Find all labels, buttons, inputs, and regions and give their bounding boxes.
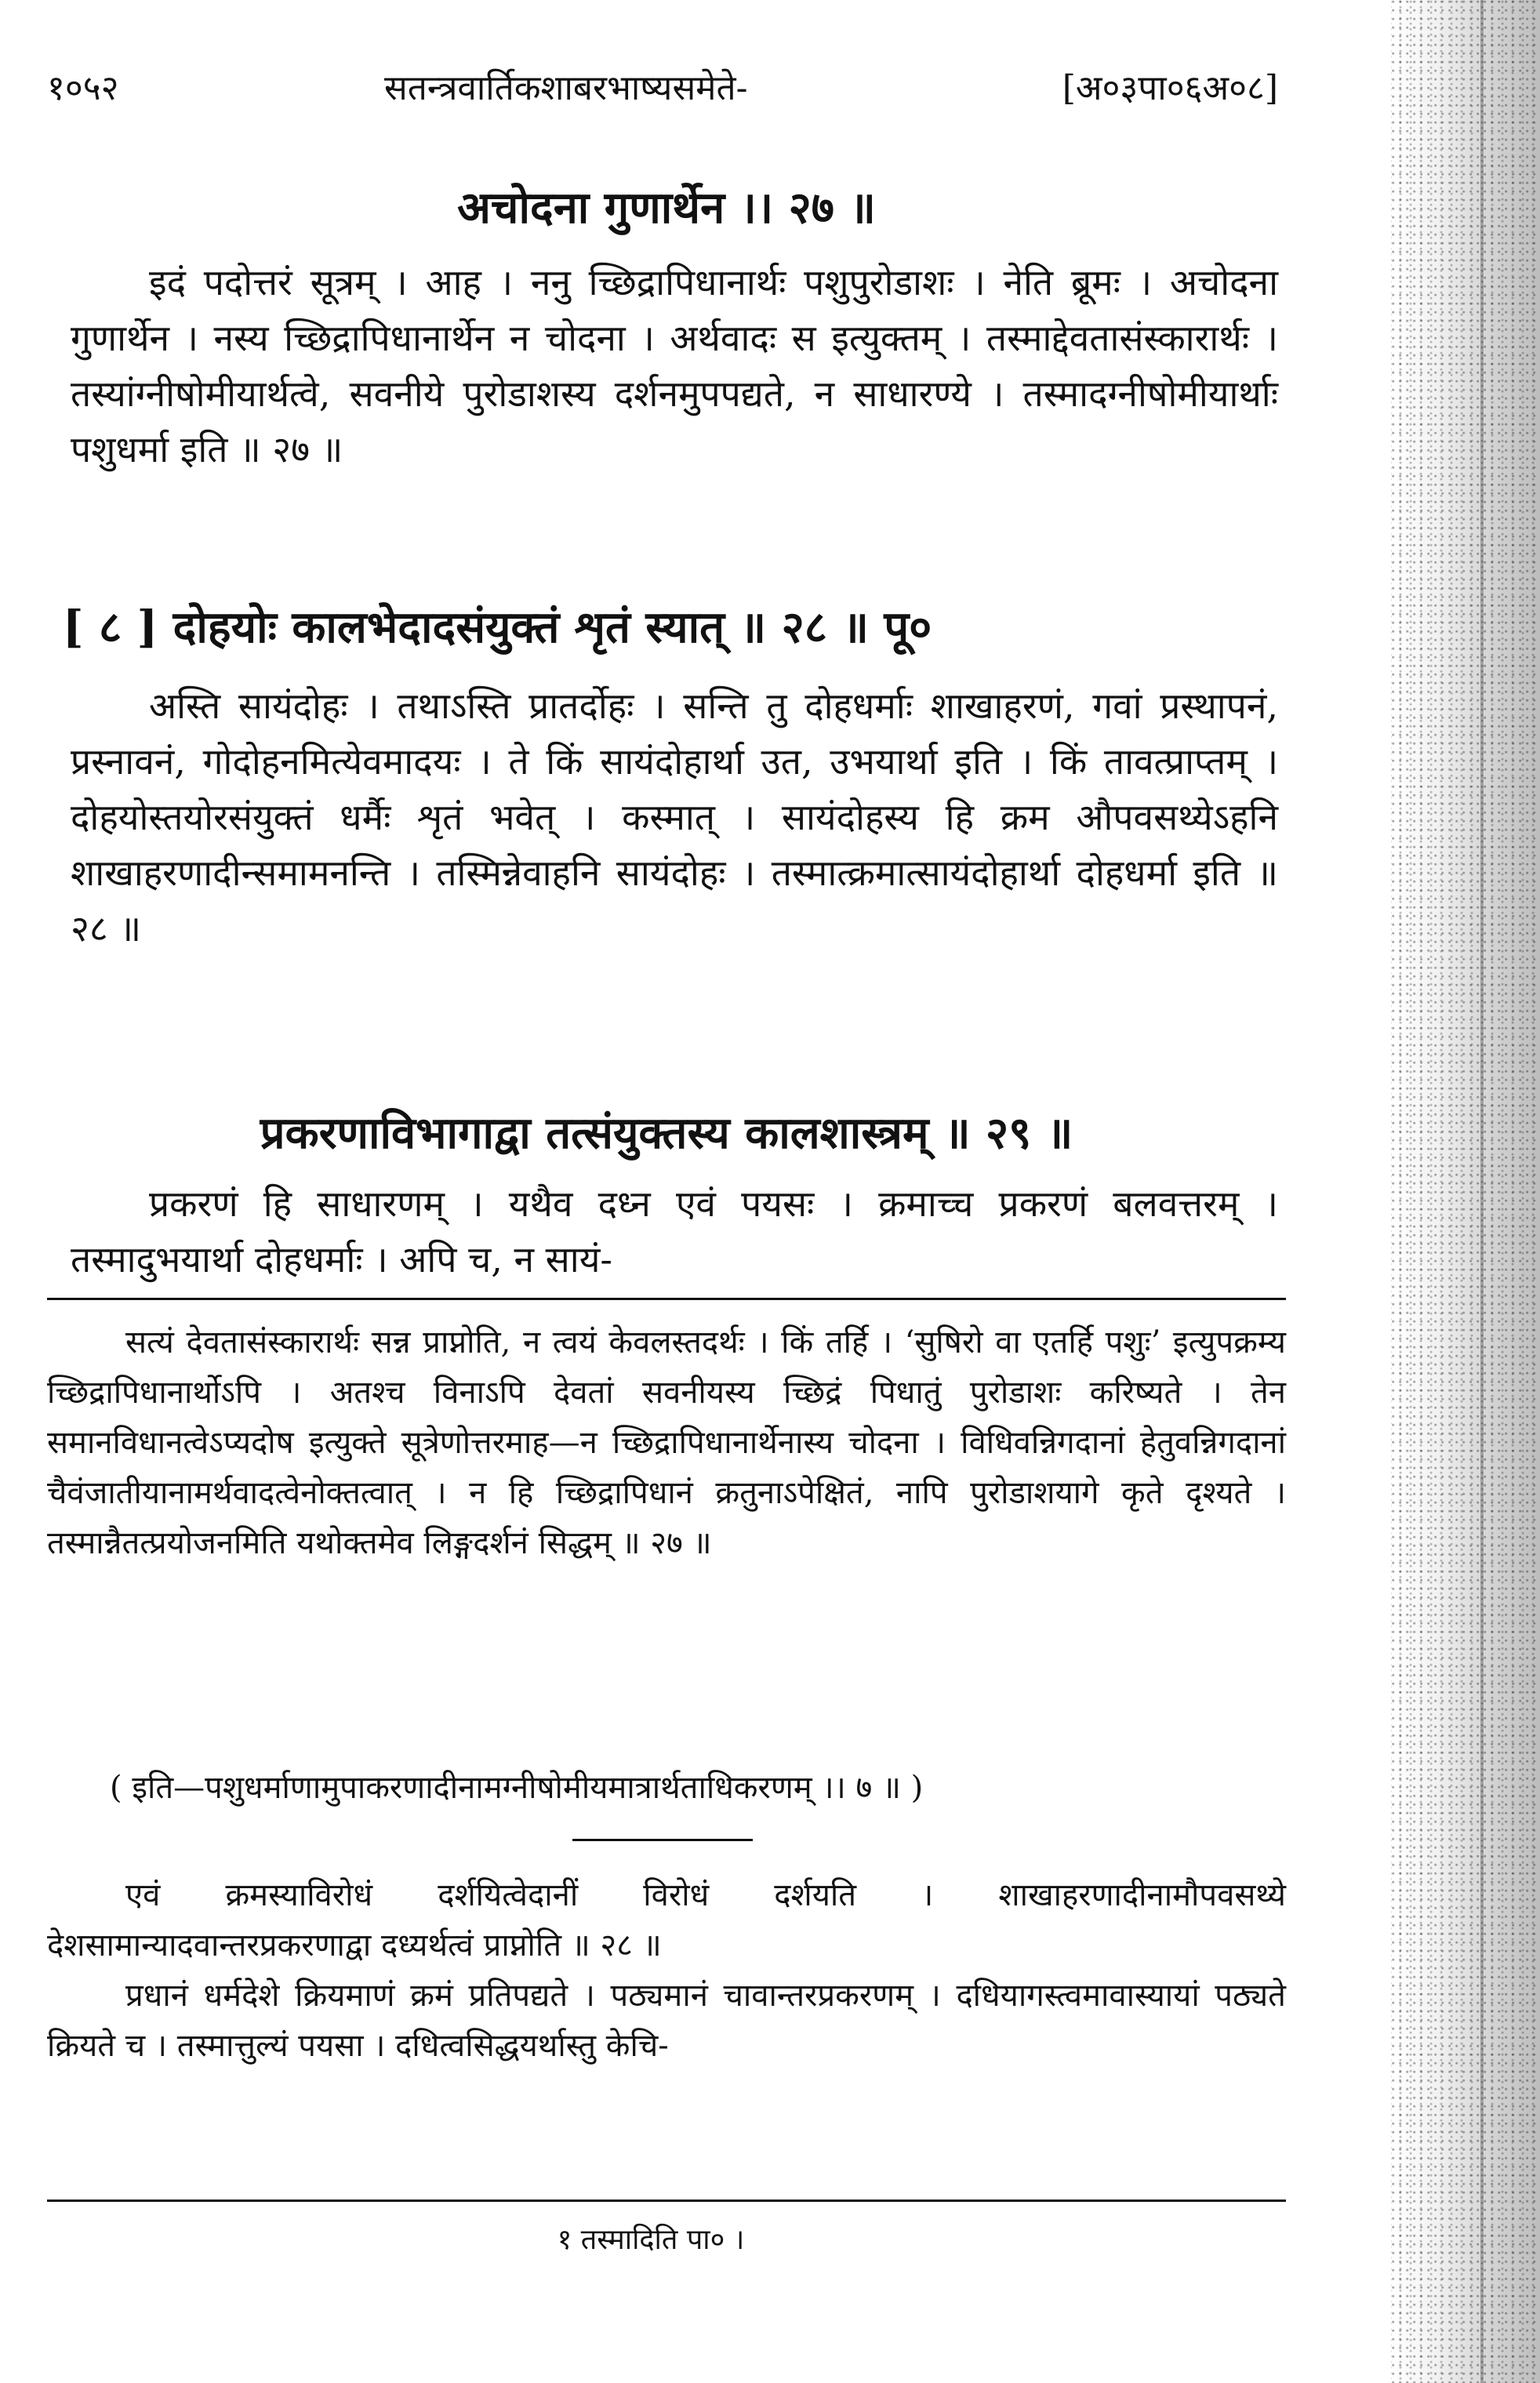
bhashya-27 bbox=[71, 255, 1278, 478]
sutra-27-heading: अचोदना गुणार्थेन ।। २७ ॥ bbox=[457, 182, 876, 234]
bhashya-28-text: अस्ति सायंदोहः । तथाऽस्ति प्रातर्दोहः । सन्ति तु दोहधर्माः शाखाहरणं, गवां प्रस्थापनं, प्रस्नावनं, गोदोहनमित्येवमादयः । ते किं सायंदोहार्था उत, उभयार्था इति । किं तावत्प्राप्तम् । दोहयोस्तयोरसंयुक्तं धर्मैः शृतं भवेत् । कस्मात् । सायंदोहस्य हि क्रम औपवसथ्येऽहनि शाखाहरणादीन्समामनन्ति । तस्मिन्नेवाहनि सायंदोहः । तस्मात्क्रमात्सायंदोहार्था दोहधर्मा इति ॥ २८ ॥ bbox=[71, 685, 1278, 950]
sutra-28-heading bbox=[63, 596, 1286, 656]
tantravartika-27 bbox=[47, 1317, 1286, 1568]
tantravartika-28b-text: प्रधानं धर्मदेशे क्रियमाणं क्रमं प्रतिपद्यते । पठ्यमानं चावान्तरप्रकरणम् । दधियागस्त्वमावास्यायां पठ्यते क्रियते च । तस्मात्तुल्यं पयसा । दधित्वसिद्धयर्थास्तु केचि- bbox=[47, 1978, 1286, 2064]
commentary-separator-rule bbox=[47, 1298, 1286, 1300]
page-number: १०५२ bbox=[47, 68, 119, 108]
adhikarana-number: [ ८ ] bbox=[63, 601, 158, 653]
sutra-28-text: दोहयोः कालभेदादसंयुक्तं शृतं स्यात् ॥ २८ ॥ पू० bbox=[173, 601, 932, 653]
adhikarana-closing: ( इति—पशुधर्माणामुपाकरणादीनामग्नीषोमीयमात्रार्थताधिकरणम् ।। ७ ॥ ) bbox=[110, 1770, 924, 1806]
sutra-29-heading: प्रकरणाविभागाद्वा तत्संयुक्तस्य कालशास्त्रम् ॥ २९ ॥ bbox=[260, 1107, 1073, 1159]
bhashya-29 bbox=[71, 1176, 1278, 1288]
scanned-page-edge bbox=[1391, 0, 1540, 2383]
bhashya-29-text: प्रकरणं हि साधारणम् । यथैव दध्न एवं पयसः । क्रमाच्च प्रकरणं बलवत्तरम् । तस्मादुभयार्था दोहधर्माः । अपि च, न सायं- bbox=[71, 1182, 1278, 1280]
short-rule bbox=[572, 1839, 753, 1841]
running-title: सतन्त्रवार्तिकशाबरभाष्यसमेते- bbox=[384, 68, 748, 108]
section-reference: [अ०३पा०६अ०८] bbox=[1062, 68, 1278, 108]
page-edge-line bbox=[1480, 0, 1484, 2383]
bhashya-28 bbox=[71, 678, 1278, 957]
page-header bbox=[47, 63, 1278, 118]
footnote: १ तस्मादिति पा० । bbox=[557, 2224, 745, 2256]
tantravartika-27-text: सत्यं देवतासंस्कारार्थः सन्न प्राप्नोति, न त्वयं केवलस्तदर्थः । किं तर्हि । ‘सुषिरो वा एतर्हि पशुः’ इत्युपक्रम्य च्छिद्रापिधानार्थोऽपि । अतश्च विनाऽपि देवतां सवनीयस्य च्छिद्रं पिधातुं पुरोडाशः करिष्यते । तेन समानविधानत्वेऽप्यदोष इत्युक्ते सूत्रेणोत्तरमाह—न च्छिद्रापिधानार्थेनास्य चोदना । विधिवन्निगदानां हेतुवन्निगदानां चैवंजातीयानामर्थवादत्वेनोक्तत्वात् । न हि च्छिद्रापिधानं क्रतुनाऽपेक्षितं, नापि पुरोडाशयागे कृते दृश्यते । तस्मान्नैतत्प्रयोजनमिति यथोक्तमेव लिङ्गदर्शनं सिद्धम् ॥ २७ ॥ bbox=[47, 1324, 1286, 1561]
tantravartika-28 bbox=[47, 1870, 1286, 2071]
footnote-separator-rule bbox=[47, 2200, 1286, 2202]
tantravartika-28-text: एवं क्रमस्याविरोधं दर्शयित्वेदानीं विरोधं दर्शयति । शाखाहरणादीनामौपवसथ्ये देशसामान्यादवान्तरप्रकरणाद्वा दध्यर्थत्वं प्राप्नोति ॥ २८ ॥ bbox=[47, 1877, 1286, 1963]
bhashya-27-text: इदं पदोत्तरं सूत्रम् । आह । ननु च्छिद्रापिधानार्थः पशुपुरोडाशः । नेति ब्रूमः । अचोदना गुणार्थेन । नस्य च्छिद्रापिधानार्थेन न चोदना । अर्थवादः स इत्युक्तम् । तस्माद्देवतासंस्कारार्थः । तस्यांग्नीषोमीयार्थत्वे, सवनीये पुरोडाशस्य दर्शनमुपपद्यते, न साधारण्ये । तस्मादग्नीषोमीयार्थाः पशुधर्मा इति ॥ २७ ॥ bbox=[71, 261, 1278, 470]
